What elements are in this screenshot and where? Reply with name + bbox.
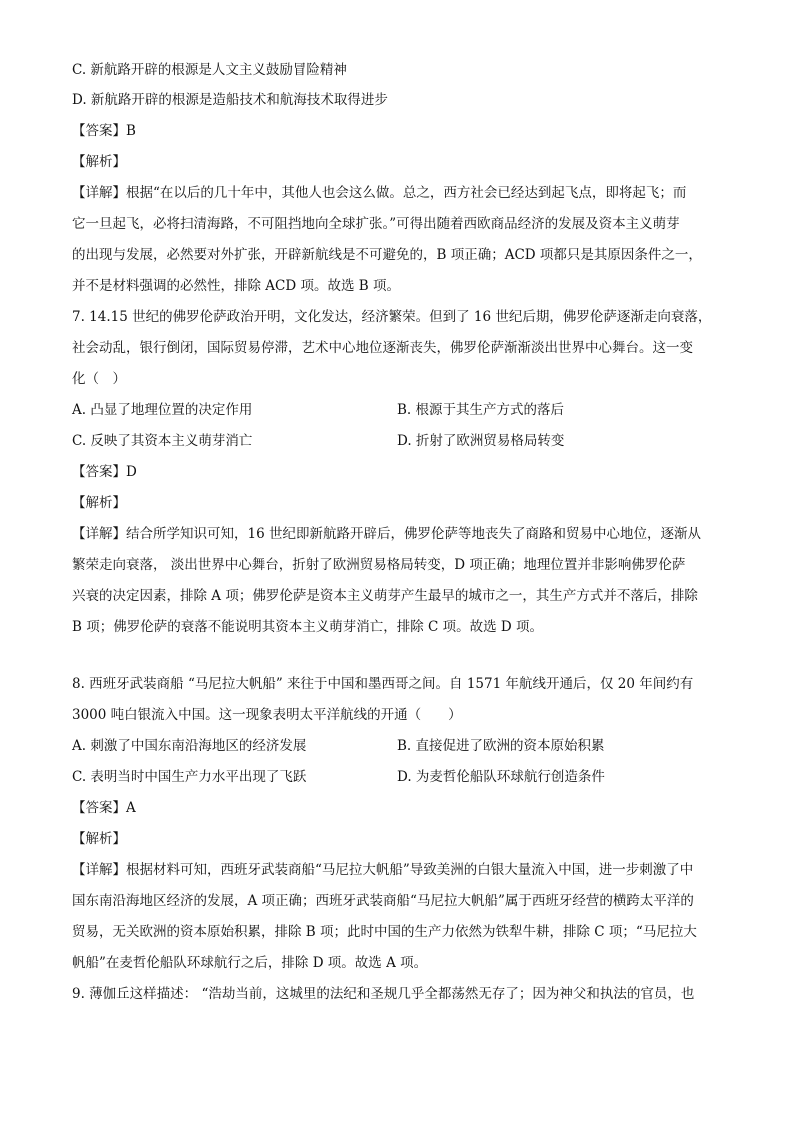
q7-detail-line: 兴衰的决定因素，排除 A 项；佛罗伦萨是资本主义萌芽产生最早的城市之一，其生产方式并不落后，排除 [72, 588, 698, 604]
q7-detail-line: 【详解】结合所学知识可知，16 世纪即新航路开辟后，佛罗伦萨等地丧失了商路和贸易中心地位，逐渐从 [72, 526, 701, 542]
q7-detail-line: 繁荣走向衰落， 淡出世界中心舞台，折射了欧洲贸易格局转变，D 项正确；地理位置并非影响佛罗伦萨 [72, 557, 686, 573]
q7-answer: 【答案】D [72, 464, 137, 480]
q6-detail-line: 的出现与发展，必然要对外扩张，开辟新航线是不可避免的，B 项正确；ACD 项都只是其原因条件之一， [72, 247, 702, 263]
q8-stem-line: 8. 西班牙武装商船 “马尼拉大帆船” 来往于中国和墨西哥之间。自 1571 年航线开通后，仅 20 年间约有 [72, 676, 694, 692]
q6-detail-line: 并不是材料强调的必然性，排除 ACD 项。故选 B 项。 [72, 278, 400, 294]
q8-detail-line: 贸易，无关欧洲的资本原始积累，排除 B 项；此时中国的生产力依然为铁犁牛耕，排除 C 项；“马尼拉大 [72, 924, 697, 940]
q6-analysis-label: 【解析】 [72, 154, 126, 170]
q7-options-row-1 [72, 400, 732, 420]
q6-detail-line: 它一旦起飞，必将扫清海路，不可阻挡地向全球扩张。”可得出随着西欧商品经济的发展及资本主义萌芽 [72, 216, 680, 232]
q8-stem-line: 3000 吨白银流入中国。这一现象表明太平洋航线的开通（ ） [72, 707, 462, 723]
document-page [72, 60, 732, 1004]
question-spacer [72, 637, 732, 663]
q8-option-a: A. 刺激了中国东南沿海地区的经济发展 [72, 738, 307, 754]
q8-option-c: C. 表明当时中国生产力水平出现了飞跃 [72, 769, 307, 785]
q6-option-d: D. 新航路开辟的根源是造船技术和航海技术取得进步 [72, 92, 388, 108]
q7-detail-line: B 项；佛罗伦萨的衰落不能说明其资本主义萌芽消亡，排除 C 项。故选 D 项。 [72, 619, 544, 635]
q7-stem-line: 7. 14.15 世纪的佛罗伦萨政治开明，文化发达，经济繁荣。但到了 16 世纪后期，佛罗伦萨逐渐走向衰落， [72, 309, 712, 325]
q6-answer: 【答案】B [72, 123, 136, 139]
q7-analysis-label: 【解析】 [72, 495, 126, 511]
q7-options-row-2 [72, 431, 732, 451]
q8-options-row-1 [72, 736, 732, 756]
q7-stem-line: 化（ ） [72, 371, 126, 387]
q8-detail-line: 【详解】根据材料可知，西班牙武装商船“马尼拉大帆船”导致美洲的白银大量流入中国，进一步刺激了中 [72, 862, 694, 878]
q6-detail-line: 【详解】根据“在以后的几十年中，其他人也会这么做。总之，西方社会已经达到起飞点，即将起飞；而 [72, 185, 687, 201]
q8-detail-line: 帆船”在麦哲伦船队环球航行之后，排除 D 项。故选 A 项。 [72, 955, 428, 971]
q8-detail-line: 国东南沿海地区经济的发展，A 项正确；西班牙武装商船“马尼拉大帆船”属于西班牙经营的横跨太平洋的 [72, 893, 694, 909]
q7-stem-line: 社会动乱，银行倒闭，国际贸易停滞，艺术中心地位逐渐丧失，佛罗伦萨渐渐淡出世界中心舞台。这一变 [72, 340, 693, 356]
q7-option-d: D. 折射了欧洲贸易格局转变 [397, 433, 565, 449]
q8-option-d: D. 为麦哲伦船队环球航行创造条件 [397, 769, 605, 785]
q6-option-c: C. 新航路开辟的根源是人文主义鼓励冒险精神 [72, 62, 347, 78]
q8-option-b: B. 直接促进了欧洲的资本原始积累 [397, 738, 605, 754]
q7-option-a: A. 凸显了地理位置的决定作用 [72, 402, 253, 418]
q7-option-c: C. 反映了其资本主义萌芽消亡 [72, 433, 253, 449]
q8-options-row-2 [72, 767, 732, 787]
q8-analysis-label: 【解析】 [72, 831, 126, 847]
q8-answer: 【答案】A [72, 800, 136, 816]
q9-stem-line: 9. 薄伽丘这样描述： “浩劫当前，这城里的法纪和圣规几乎全都荡然无存了；因为神父和执法的官员，也 [72, 986, 695, 1002]
q7-option-b: B. 根源于其生产方式的落后 [397, 402, 565, 418]
